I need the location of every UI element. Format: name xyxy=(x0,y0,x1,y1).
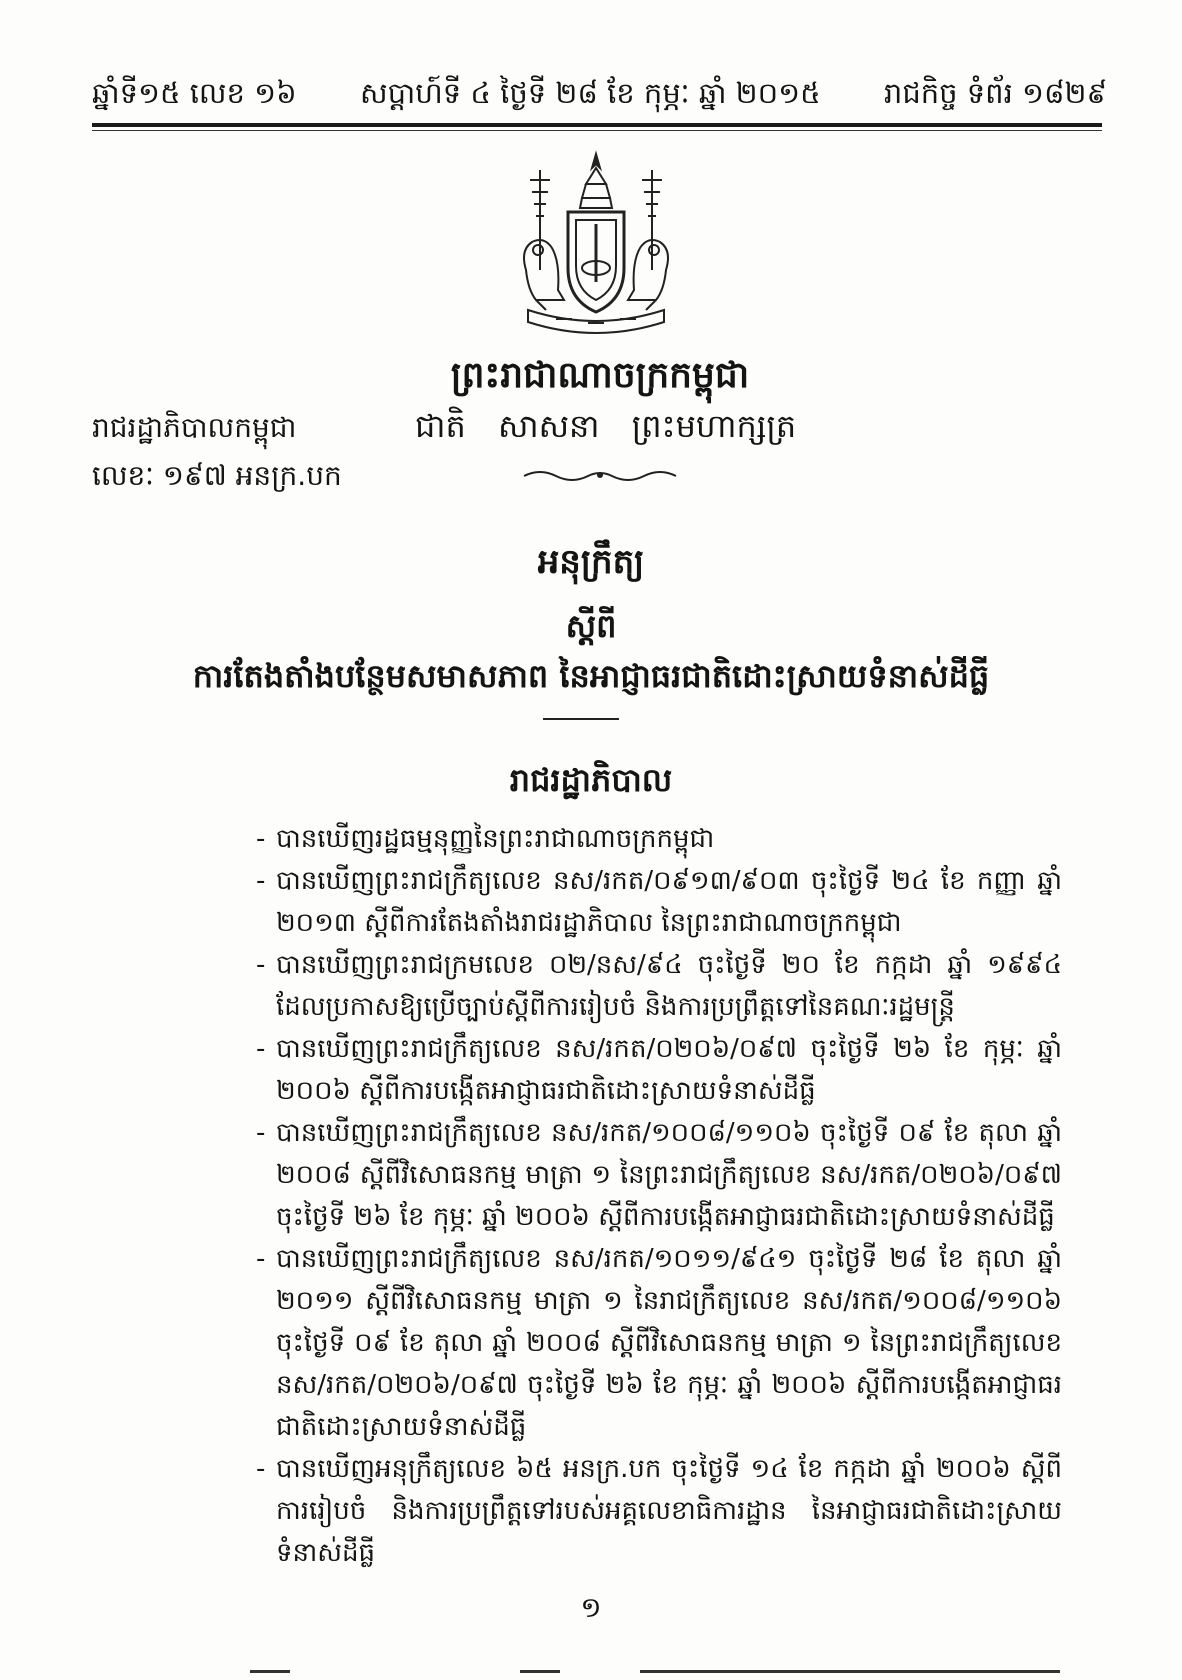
list-item: - បានឃើញអនុក្រឹត្យលេខ ៦៥ អនក្រ.បក ចុះថ្ងៃទី ១៤ ខែ កក្កដា ឆ្នាំ ២០០៦ ស្តីពីការរៀបចំ និងការប្រព្រឹត្តទៅរបស់អគ្គលេខាធិការដ្ឋាន នៃអាជ្ញាធរជាតិដោះស្រាយទំនាស់ដីធ្លី xyxy=(262,1448,1062,1574)
list-item: - បានឃើញព្រះរាជក្រមលេខ ០២/នស/៩៤ ចុះថ្ងៃទី ២០ ខែ កក្កដា ឆ្នាំ ១៩៩៤ ដែលប្រកាសឱ្យប្រើច្បាប់ស្តីពីការរៀបចំ និងការប្រព្រឹត្តទៅនៃគណៈរដ្ឋមន្ត្រី xyxy=(262,944,1062,1028)
considerations-list xyxy=(262,818,1062,1574)
about-label: ស្តីពី xyxy=(565,607,617,645)
national-motto: ជាតិ សាសនា ព្រះមហាក្សត្រ xyxy=(415,407,797,445)
gazette-page-ref: រាជកិច្ច ទំព័រ ១៨២៩ xyxy=(883,76,1107,110)
gazette-year-issue: ឆ្នាំទី១៥ លេខ ១៦ xyxy=(92,76,297,110)
royal-coat-of-arms-icon xyxy=(506,150,686,340)
scan-edge-mark xyxy=(520,1670,560,1673)
list-item: - បានឃើញព្រះរាជក្រឹត្យលេខ នស/រកត/១០១១/៩៤១ ចុះថ្ងៃទី ២៨ ខែ តុលា ឆ្នាំ ២០១១ ស្តីពីវិសោធនកម្ម មាត្រា ១ នៃរាជក្រឹត្យលេខ នស/រកត/១០០៨/១១០៦ ចុះថ្ងៃទី ០៩ ខែ តុលា ឆ្នាំ ២០០៨ ស្តីពីវិសោធនកម្ម មាត្រា ១ នៃព្រះរាជក្រឹត្យលេខ នស/រកត/០២០៦/០៩៧ ចុះថ្ងៃទី ២៦ ខែ កុម្ភៈ ឆ្នាំ ២០០៦ ស្តីពីការបង្កើតអាជ្ញាធរជាតិដោះស្រាយទំនាស់ដីធ្លី xyxy=(262,1238,1062,1448)
scan-edge-mark xyxy=(250,1670,290,1673)
section-title: រាជរដ្ឋាភិបាល xyxy=(509,761,673,799)
ornament-divider-icon xyxy=(520,466,680,484)
list-item: - បានឃើញព្រះរាជក្រឹត្យលេខ នស/រកត/១០០៨/១១០៦ ចុះថ្ងៃទី ០៩ ខែ តុលា ឆ្នាំ ២០០៨ ស្តីពីវិសោធនកម្ម មាត្រា ១ នៃព្រះរាជក្រឹត្យលេខ នស/រកត/០២០៦/០៩៧ ចុះថ្ងៃទី ២៦ ខែ កុម្ភៈ ឆ្នាំ ២០០៦ ស្តីពីការបង្កើតអាជ្ញាធរជាតិដោះស្រាយទំនាស់ដីធ្លី xyxy=(262,1112,1062,1238)
list-item: - បានឃើញរដ្ឋធម្មនុញ្ញនៃព្រះរាជាណាចក្រកម្ពុជា xyxy=(262,818,1062,860)
decree-subject: ការតែងតាំងបន្ថែមសមាសភាព នៃអាជ្ញាធរជាតិដោះស្រាយទំនាស់ដីធ្លី xyxy=(192,657,990,695)
reference-number: លេខៈ ១៩៧ អនក្រ.បក xyxy=(92,459,342,492)
header-rule-thin xyxy=(92,130,1102,131)
gazette-week-date: សប្តាហ៍ទី ៤ ថ្ងៃទី ២៨ ខែ កុម្ភៈ ឆ្នាំ ២០១៥ xyxy=(359,76,821,110)
list-item: - បានឃើញព្រះរាជក្រឹត្យលេខ នស/រកត/០២០៦/០៩៧ ចុះថ្ងៃទី ២៦ ខែ កុម្ភៈ ឆ្នាំ ២០០៦ ស្តីពីការបង្កើតអាជ្ញាធរជាតិដោះស្រាយទំនាស់ដីធ្លី xyxy=(262,1028,1062,1112)
title-divider xyxy=(543,718,619,720)
gazette-header xyxy=(92,76,1107,118)
page-number: ១ xyxy=(580,1591,602,1624)
scan-edge-mark xyxy=(640,1670,1060,1673)
header-rule-thick xyxy=(92,123,1102,127)
document-type: អនុក្រឹត្យ xyxy=(537,542,645,582)
government-name: រាជរដ្ឋាភិបាលកម្ពុជា xyxy=(92,411,297,444)
list-item: - បានឃើញព្រះរាជក្រឹត្យលេខ នស/រកត/០៩១៣/៩០៣ ចុះថ្ងៃទី ២៤ ខែ កញ្ញា ឆ្នាំ ២០១៣ ស្តីពីការតែងតាំងរាជរដ្ឋាភិបាល នៃព្រះរាជាណាចក្រកម្ពុជា xyxy=(262,860,1062,944)
kingdom-title: ព្រះរាជាណាចក្រកម្ពុជា xyxy=(450,355,750,396)
